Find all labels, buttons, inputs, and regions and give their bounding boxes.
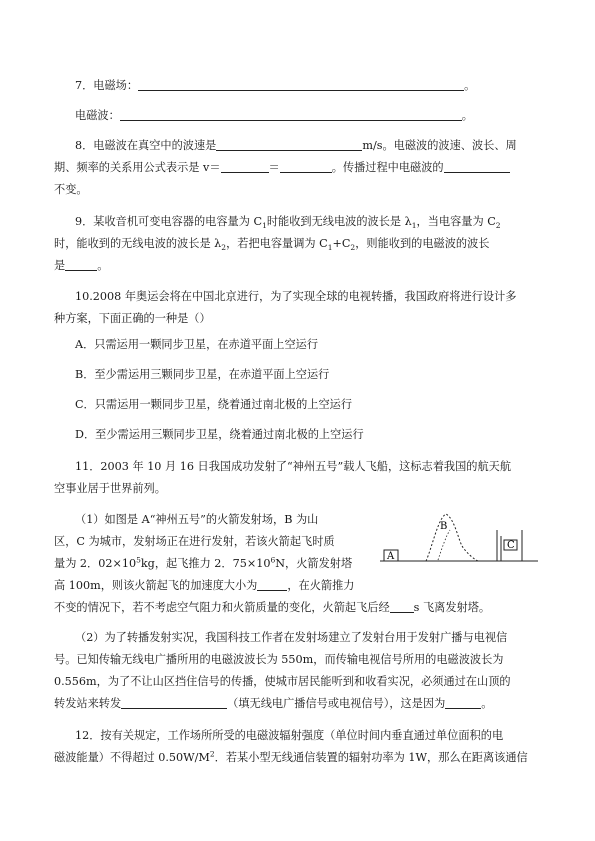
q8-line-3 <box>54 182 88 198</box>
q9-text: 。 <box>97 259 109 272</box>
q11-text: 不变的情况下，若不考虑空气阻力和火箭质量的变化，火箭起飞后经 <box>54 601 390 614</box>
answer-blank[interactable] <box>216 138 362 151</box>
q11-line-1: 11．2003 年 10 月 16 日我国成功发射了“神州五号”载人飞船，这标志着我国的航天航 <box>75 460 512 473</box>
q9-text: 时，能收到的无线电波的波长是 λ <box>54 237 222 250</box>
q12-text: 磁波能量）不得超过 0.50W/M <box>54 751 210 764</box>
q11-text: （填无线电广播信号或电视信号），这是因为 <box>227 697 446 710</box>
q9-text: ，则能收到的电磁波的波长 <box>355 237 490 250</box>
q7-end: 。 <box>461 109 473 122</box>
q9-text: ，当电容量为 C <box>416 215 496 228</box>
q10-option-a[interactable]: A．只需运用一颗同步卫星，在赤道平面上空运行 <box>75 338 319 351</box>
subscript: 1 <box>327 243 333 253</box>
q11-p1-line-1: （1）如图是 A“神州五号”的火箭发射场，B 为山 <box>75 513 319 526</box>
q11-p2-line-4 <box>54 696 493 712</box>
q9-text: 是 <box>54 259 66 272</box>
q12-line-2 <box>54 750 528 766</box>
subscript: 1 <box>411 221 417 231</box>
q7-line-2 <box>75 108 473 124</box>
q11-p1-line-5 <box>54 600 490 616</box>
q7-label-field: 7．电磁场： <box>75 79 139 92</box>
q11-text: kg，起飞推力 2．75×10 <box>140 557 271 570</box>
subscript: 2 <box>350 243 356 253</box>
q11-p1-line-4 <box>54 578 354 594</box>
q8-text: 8．电磁波在真空中的波速是 <box>75 139 217 152</box>
q8-text: 。传播过程中电磁波的 <box>331 161 444 174</box>
q11-text: 转发站来转发 <box>54 697 122 710</box>
mountain-shading <box>438 530 450 560</box>
launch-site-figure <box>380 508 540 568</box>
q10-line-2: 种方案，下面正确的一种是（） <box>54 312 211 325</box>
q10-option-d[interactable]: D．至少需运用三颗同步卫星，绕着通过南北极的上空运行 <box>75 428 364 441</box>
q9-text: ，若把电容量调为 C <box>226 237 328 250</box>
q9-text: +C <box>332 237 351 250</box>
answer-blank[interactable] <box>444 160 510 173</box>
answer-blank[interactable] <box>221 160 269 173</box>
subscript: 2 <box>495 221 501 231</box>
q10-option-c[interactable]: C．只需运用一颗同步卫星，绕着通过南北极的上空运行 <box>75 398 353 411</box>
answer-blank[interactable] <box>445 696 481 709</box>
q11-text: 量为 2．02×10 <box>54 557 137 570</box>
label-a: A <box>387 551 395 562</box>
mountain-outline <box>426 514 478 561</box>
q9-text: 9．某收音机可变电容器的电容量为 C <box>75 215 263 228</box>
label-b: B <box>440 521 448 532</box>
superscript: 2 <box>209 749 215 759</box>
q7-line-1 <box>75 78 475 94</box>
q11-p1-line-3 <box>54 556 352 572</box>
answer-blank[interactable] <box>121 696 227 709</box>
subscript: 1 <box>262 221 267 231</box>
answer-blank[interactable] <box>120 108 462 121</box>
q9-line-3 <box>54 258 108 274</box>
q11-text: ，在火箭推力 <box>287 579 355 592</box>
q11-p1-line-2: 区，C 为城市，发射场正在进行发射，若该火箭起飞时质 <box>54 535 335 548</box>
q11-line-2: 空事业居于世界前列。 <box>54 482 166 495</box>
q11-text: 高 100m，则该火箭起飞的加速度大小为 <box>54 579 258 592</box>
q11-text: s 飞离发射塔。 <box>413 601 491 614</box>
q8-line-2 <box>54 160 510 176</box>
q8-text: m/s。电磁波的波速、波长、周 <box>362 139 517 152</box>
label-c: C <box>507 540 515 551</box>
q8-text: 期、频率的关系用公式表示是 v＝ <box>54 161 221 174</box>
q11-p2-line-3: 0.556m，为了不让山区挡住信号的传播，使城市居民能听到和收看实况，必须通过在山顶的 <box>54 675 511 688</box>
answer-blank[interactable] <box>280 160 332 173</box>
q12-text: ．若某小型无线通信装置的辐射功率为 1W，那么在距离该通信 <box>214 751 528 764</box>
answer-blank[interactable] <box>138 78 464 91</box>
q11-text: 。 <box>481 697 493 710</box>
q9-line-2 <box>54 236 489 252</box>
q7-label-wave: 电磁波： <box>75 109 120 122</box>
q9-text: 时能收到无线电波的波长是 λ <box>266 215 412 228</box>
superscript: 6 <box>270 555 276 565</box>
subscript: 2 <box>221 243 227 253</box>
q8-text: 不变。 <box>54 183 88 196</box>
q8-text: ＝ <box>268 161 280 174</box>
answer-blank[interactable] <box>390 600 414 613</box>
q10-option-b[interactable]: B．至少需运用三颗同步卫星，在赤道平面上空运行 <box>75 368 330 381</box>
answer-blank[interactable] <box>257 578 287 591</box>
q11-text: N，火箭发射塔 <box>275 557 353 570</box>
q12-line-1: 12．按有关规定，工作场所所受的电磁波辐射强度（单位时间内垂直通过单位面积的电 <box>75 729 504 742</box>
q7-end: 。 <box>464 79 476 92</box>
q11-p2-line-2: 号。已知传输无线电广播所用的电磁波波长为 550m，而传输电视信号所用的电磁波波长为 <box>54 653 504 666</box>
q11-p2-line-1: （2）为了转播发射实况，我国科技工作者在发射场建立了发射台用于发射广播与电视信 <box>75 631 508 644</box>
q9-line-1 <box>75 214 501 230</box>
superscript: 5 <box>136 555 141 565</box>
answer-blank[interactable] <box>65 258 97 271</box>
q10-line-1: 10.2008 年奥运会将在中国北京进行，为了实现全球的电视转播，我国政府将进行设计多 <box>75 290 517 303</box>
q8-line-1 <box>75 138 517 154</box>
